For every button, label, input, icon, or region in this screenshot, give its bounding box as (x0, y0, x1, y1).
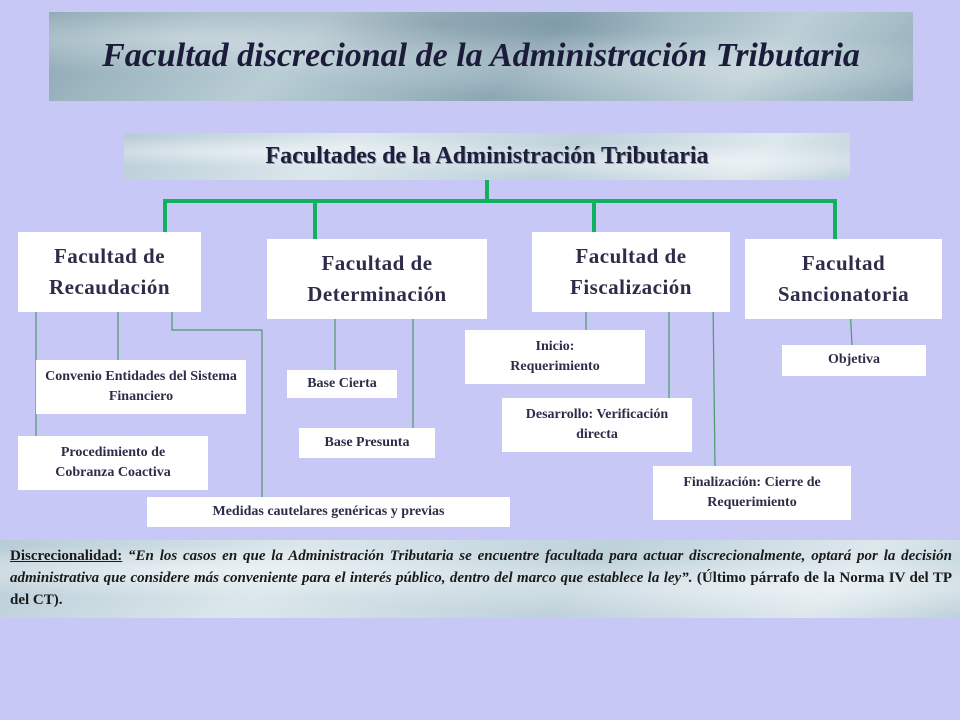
item-convenio-label: Convenio Entidades del Sistema Financiero (45, 368, 237, 404)
item-inicio (465, 330, 645, 384)
item-convenio (36, 360, 246, 414)
diagram-heading: Facultades de la Administración Tributaria (265, 143, 709, 169)
item-finalizacion-label: Finalización: Cierre de Requerimiento (683, 474, 821, 510)
facultad-determinacion-label: Facultad de Determinación (307, 250, 447, 306)
item-medidas (147, 497, 510, 527)
item-base-presunta (299, 428, 435, 458)
facultad-recaudacion (18, 232, 201, 312)
item-cobranza-label: Procedimiento de Cobranza Coactiva (55, 444, 171, 480)
discrecionalidad-note (0, 540, 960, 618)
item-cobranza (18, 436, 208, 490)
note-label: Discrecionalidad: (10, 548, 123, 564)
facultad-determinacion (267, 239, 487, 319)
note-quote: “En los casos en que la Administración Tributaria se encuentre facultada para actuar discrecionalmente, optará por la decisión administrativa que considere más conveniente para el interés público, dentro del marco que establece la ley”. (10, 548, 953, 586)
facultad-fiscalizacion (532, 232, 730, 312)
item-desarrollo-label: Desarrollo: Verificación directa (525, 406, 669, 442)
item-objetiva (782, 345, 926, 376)
page-title: Facultad discrecional de la Administración Tributaria (102, 37, 860, 75)
item-base-cierta (287, 370, 397, 398)
item-desarrollo (502, 398, 692, 452)
item-finalizacion (653, 466, 851, 520)
item-base-cierta-label: Base Cierta (307, 375, 377, 391)
note-reference: (Último párrafo de la Norma IV del TP del CT). (10, 569, 952, 608)
item-objetiva-label: Objetiva (827, 352, 881, 368)
item-inicio-label: Inicio: Requerimiento (510, 338, 600, 374)
facultad-fiscalizacion-label: Facultad de Fiscalización (570, 243, 692, 299)
item-medidas-label: Medidas cautelares genéricas y previas (212, 503, 445, 519)
link-finalizacion (713, 302, 715, 466)
facultad-sancionatoria (745, 239, 942, 319)
facultad-sancionatoria-label: Facultad Sancionatoria (777, 250, 910, 306)
item-base-presunta-label: Base Presunta (324, 434, 410, 450)
facultad-recaudacion-label: Facultad de Recaudación (49, 243, 170, 299)
